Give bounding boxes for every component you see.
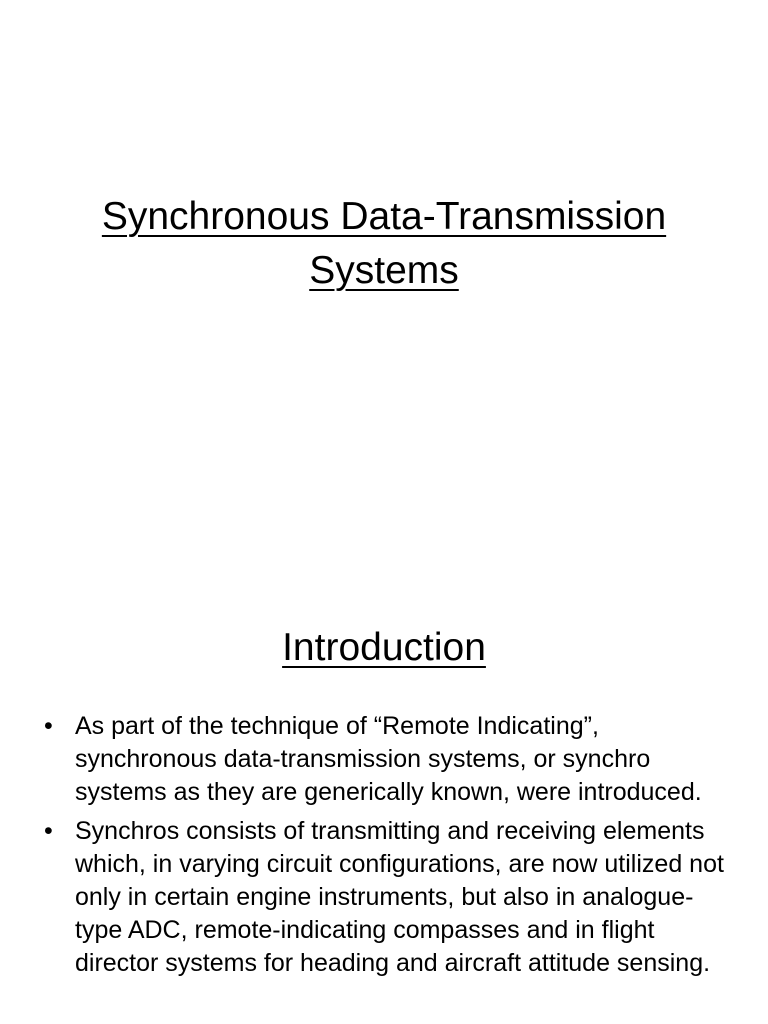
title-line-2: Systems — [309, 249, 459, 292]
heading-text: Introduction — [282, 626, 486, 669]
bullet-text: As part of the technique of “Remote Indicating”, synchronous data-transmission systems, or synchro systems as they are generically known, were introduced. — [75, 712, 702, 806]
title-line-1: Synchronous Data-Transmission — [101, 195, 667, 238]
slide-title — [0, 190, 768, 298]
bullet-dot-icon: • — [44, 712, 53, 740]
bullet-list — [40, 710, 730, 986]
bullet-item — [40, 710, 730, 809]
introduction-slide — [0, 576, 768, 1024]
bullet-item — [40, 815, 730, 980]
bullet-text: Synchros consists of transmitting and receiving elements which, in varying circuit configurations, are now utilized not only in certain engine instruments, but also in analogue-type ADC, remote-indicating compasses and in flight director systems for heading and aircraft attitude sensing. — [75, 817, 724, 977]
slide-heading — [0, 624, 768, 672]
bullet-dot-icon: • — [44, 817, 53, 845]
